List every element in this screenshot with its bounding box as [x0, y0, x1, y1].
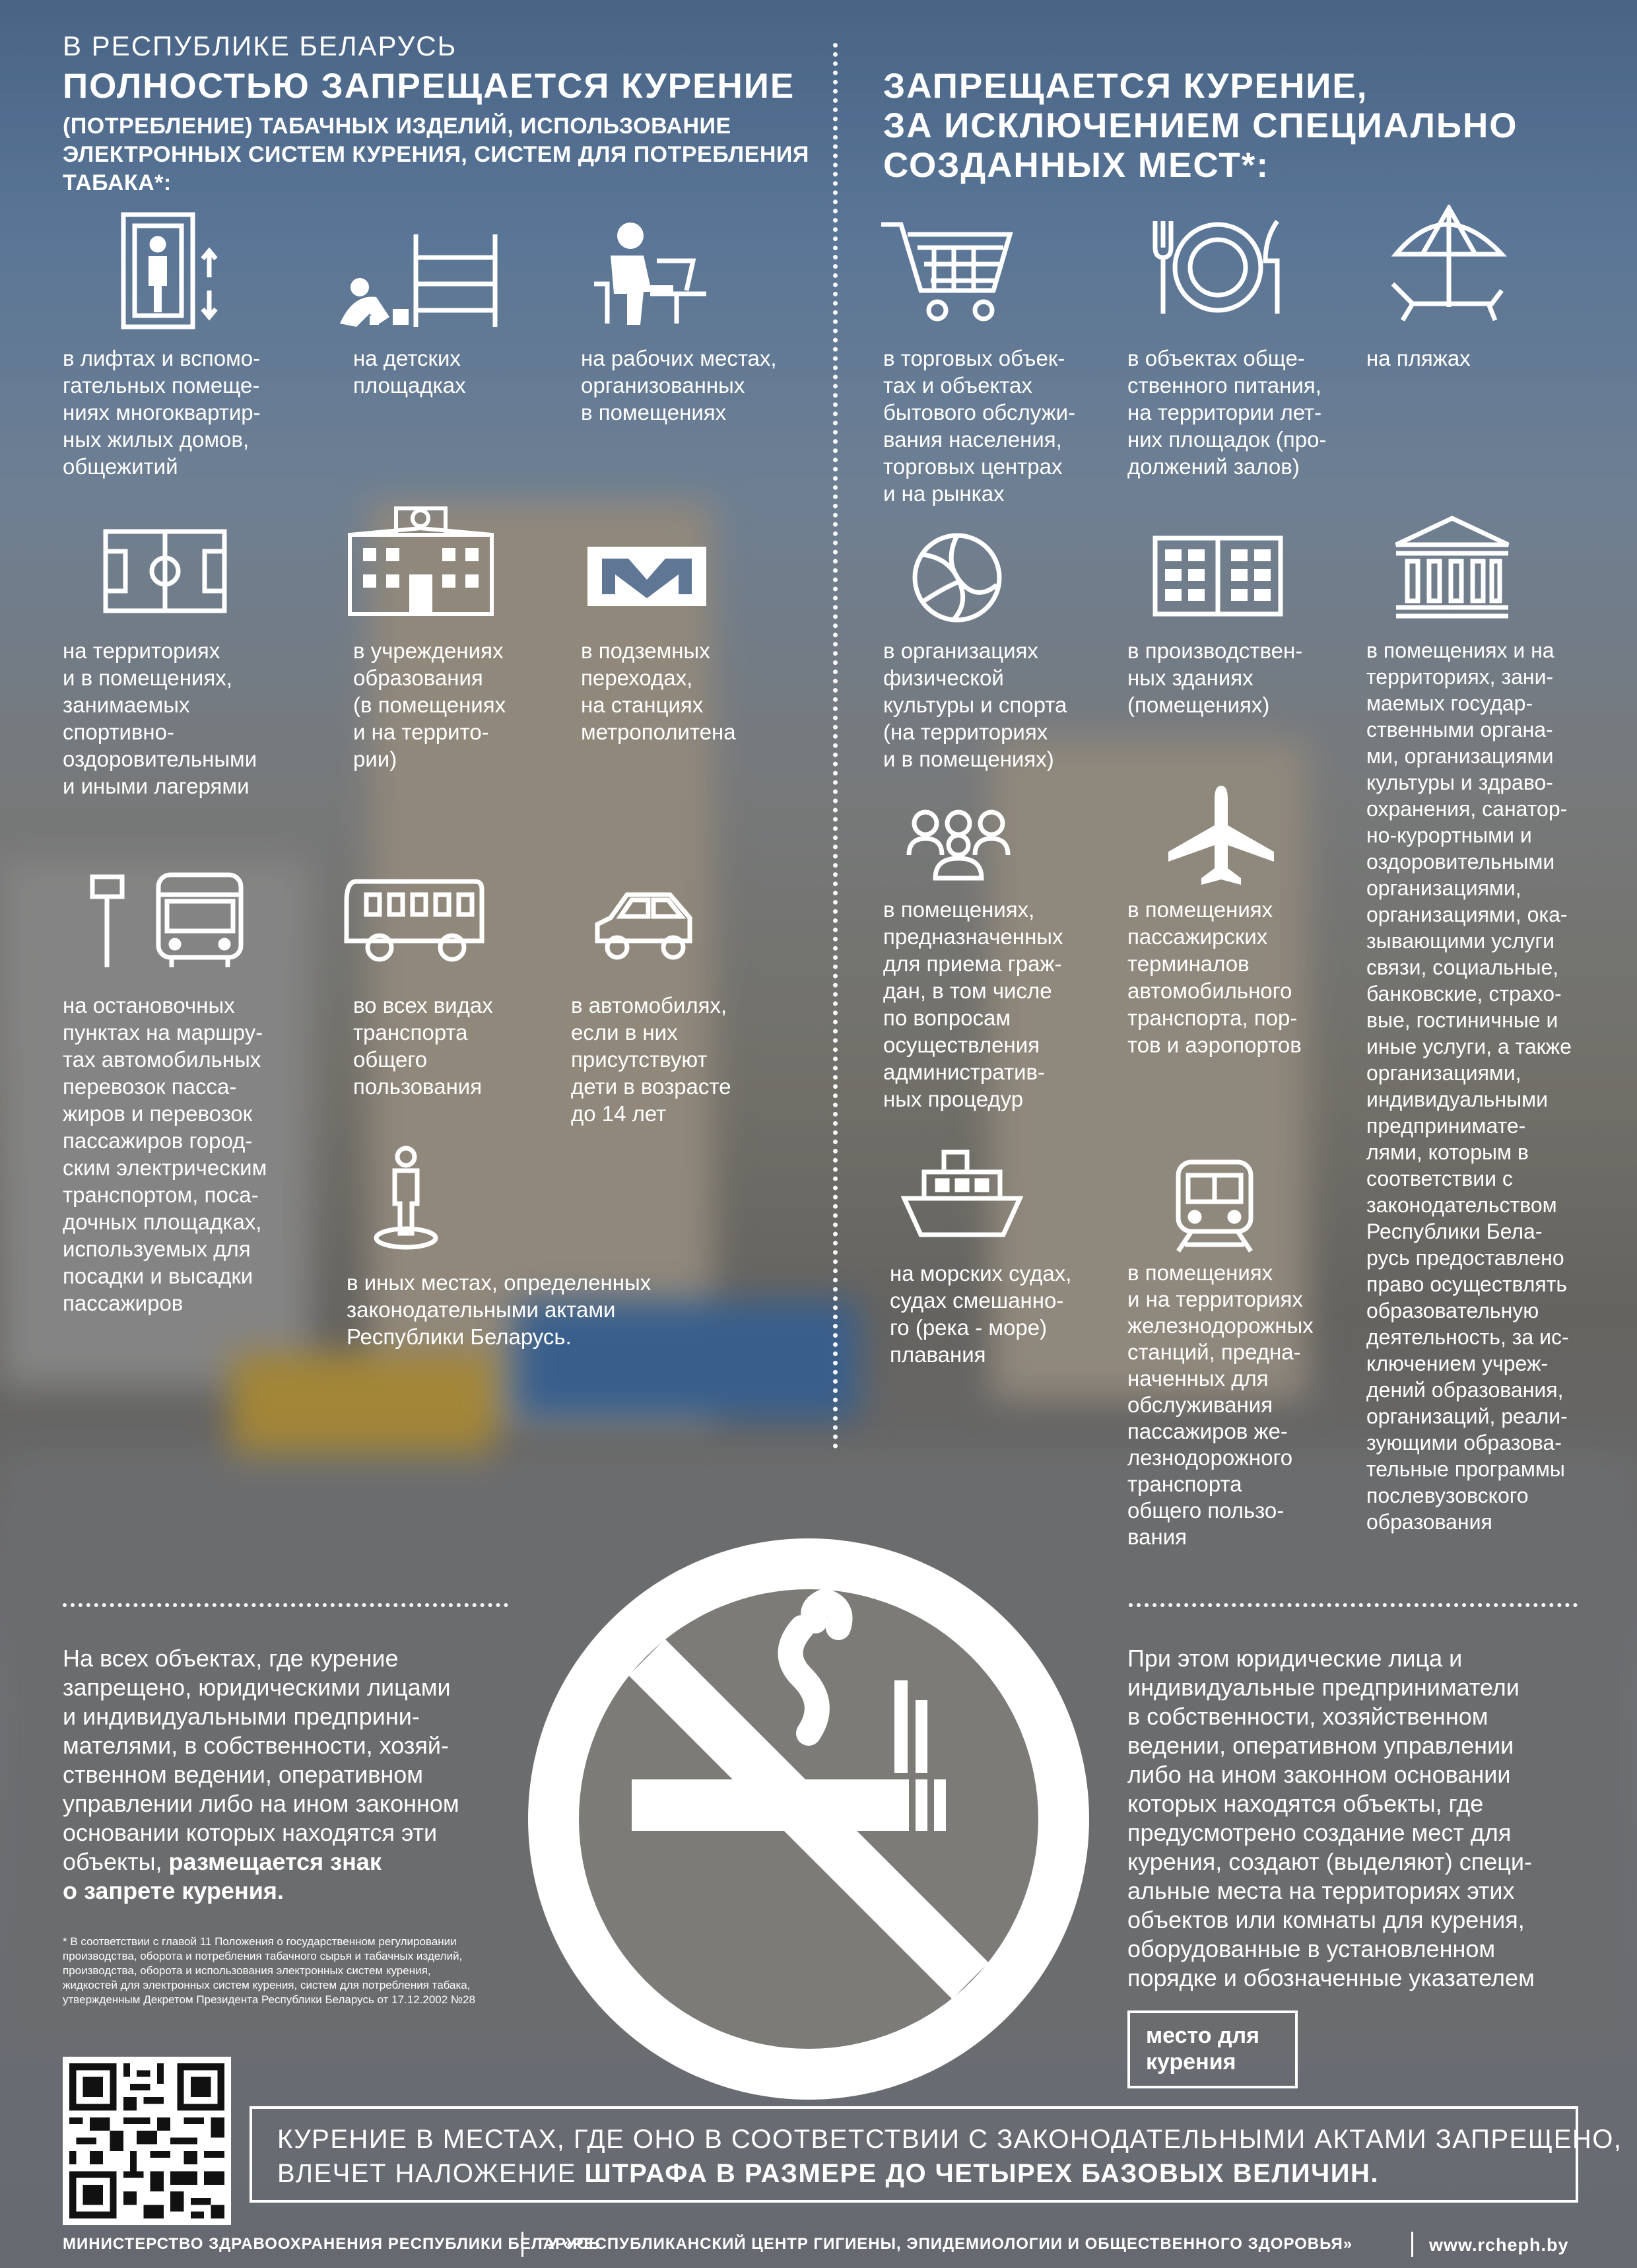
caption-line: на детских — [353, 346, 461, 370]
caption-line: станций, предна- — [1127, 1340, 1301, 1364]
caption-line: в торговых объек- — [883, 346, 1065, 370]
caption-line: зывающими услуги — [1366, 929, 1554, 953]
caption-transport — [353, 992, 493, 1100]
caption-line: пассажиров же- — [1127, 1419, 1288, 1443]
caption-line: метрополитена — [581, 720, 736, 744]
caption-line: оздоровительными — [63, 747, 257, 771]
caption-camps — [63, 637, 257, 800]
footnote-line: производства, оборота и использования электронных систем курения, — [63, 1964, 431, 1977]
caption-line: культуры и спорта — [883, 693, 1067, 717]
caption-line: ским электрическим — [63, 1155, 267, 1180]
caption-line: территориях, зани- — [1366, 665, 1554, 689]
caption-line: пассажирских — [1127, 924, 1268, 949]
caption-line: ных зданиях — [1127, 666, 1253, 690]
caption-line: транспорта — [1127, 1472, 1242, 1496]
bus-stop-icon — [89, 872, 248, 971]
right-header-line2: ЗА ИСКЛЮЧЕНИЕМ СПЕЦИАЛЬНО — [883, 106, 1518, 145]
caption-government — [1366, 637, 1572, 1535]
caption-line: наченных для — [1127, 1366, 1269, 1391]
caption-line: в автомобилях, — [571, 993, 727, 1017]
caption-line: и в помещениях) — [883, 747, 1054, 771]
caption-line: законодательством — [1366, 1193, 1557, 1217]
caption-line: транспорта — [353, 1020, 468, 1045]
caption-line: ных жилых домов, — [63, 427, 250, 452]
note-line: ственном ведении, оперативном — [63, 1761, 424, 1788]
sign-line: место для — [1146, 2023, 1259, 2048]
caption-line: присутствуют — [571, 1047, 708, 1072]
caption-line: в объектах обще- — [1127, 346, 1305, 370]
caption-line: вые, гостиничные и — [1366, 1008, 1558, 1032]
left-dotted-divider — [63, 1603, 508, 1607]
caption-line: оздоровительными — [1366, 850, 1555, 874]
note-line: При этом юридические лица и — [1127, 1645, 1463, 1672]
right-header-line1: ЗАПРЕЩАЕТСЯ КУРЕНИЕ, — [883, 67, 1368, 106]
caption-line: зующими образова- — [1366, 1431, 1562, 1455]
caption-line: должений залов) — [1127, 454, 1300, 479]
caption-line: и иными лагерями — [63, 774, 250, 798]
caption-line: (в помещениях — [353, 693, 506, 717]
caption-other — [347, 1269, 651, 1350]
caption-line: если в них — [571, 1020, 678, 1045]
note-line: объектов или комнаты для курения, — [1127, 1906, 1525, 1933]
sports-field-icon — [102, 528, 228, 614]
office-worker-icon — [591, 221, 706, 327]
caption-line: русь предоставлено — [1366, 1246, 1564, 1270]
caption-line: ственными органа- — [1366, 718, 1553, 741]
caption-line: рии) — [353, 747, 397, 771]
caption-sport — [883, 637, 1067, 773]
caption-line: площадках — [353, 373, 466, 397]
caption-stops — [63, 992, 267, 1317]
caption-line: на станциях — [581, 693, 704, 717]
caption-line: железнодорожных — [1127, 1313, 1314, 1338]
caption-line: образования — [353, 666, 483, 690]
caption-elevators — [63, 345, 261, 480]
footnote — [63, 1935, 475, 2007]
caption-line: в иных местах, определенных — [347, 1270, 651, 1295]
caption-line: на территориях — [63, 638, 220, 663]
sign-line: курения — [1146, 2049, 1236, 2075]
caption-trade — [883, 345, 1075, 507]
caption-line: связи, социальные, — [1366, 955, 1559, 979]
caption-line: административ- — [883, 1060, 1046, 1084]
caption-line: тах автомобильных — [63, 1047, 261, 1072]
caption-line: образования — [1366, 1510, 1492, 1534]
caption-line: маемых государ- — [1366, 691, 1533, 715]
note-line: управлении либо на ином законном — [63, 1790, 459, 1817]
caption-line: иные услуги, а также — [1366, 1035, 1572, 1058]
caption-line: на территории лет- — [1127, 400, 1322, 425]
note-line: либо на ином законном основании — [1127, 1761, 1511, 1788]
caption-line: гательных помеще- — [63, 373, 260, 397]
caption-line: и в помещениях, — [63, 666, 232, 690]
caption-line: ми, организациями — [1366, 744, 1554, 768]
center-label: ГУ «РЕСПУБЛИКАНСКИЙ ЦЕНТР ГИГИЕНЫ, ЭПИДЕМИОЛОГИИ И ОБЩЕСТВЕННОГО ЗДОРОВЬЯ» — [538, 2235, 1353, 2253]
right-dotted-divider — [1129, 1603, 1578, 1607]
bottom-separator — [521, 2232, 523, 2257]
note-line: оборудованные в установленном — [1127, 1935, 1496, 1962]
right-header-line3: СОЗДАННЫХ МЕСТ*: — [883, 146, 1270, 185]
bus-icon — [343, 875, 485, 967]
caption-railway — [1127, 1260, 1314, 1550]
plate-cutlery-icon — [1149, 218, 1290, 317]
person-standing-icon — [370, 1146, 442, 1251]
caption-line: дети в возрасте — [571, 1074, 731, 1099]
caption-line: и на территориях — [1127, 1287, 1303, 1311]
caption-line: обслуживания — [1127, 1392, 1273, 1417]
smoking-place-sign — [1127, 2010, 1298, 2088]
note-line — [63, 1847, 459, 1876]
caption-line: в помещениях — [581, 400, 727, 425]
note-line: На всех объектах, где курение — [63, 1645, 399, 1672]
caption-line: право осуществлять — [1366, 1272, 1568, 1296]
caption-line: занимаемых — [63, 693, 190, 717]
caption-line: бытового обслужи- — [883, 400, 1076, 425]
caption-workplaces — [581, 345, 777, 426]
caption-line: переходах, — [581, 666, 693, 690]
caption-line: пользования — [353, 1074, 483, 1099]
beach-umbrella-icon — [1389, 205, 1508, 324]
bottom-separator — [1411, 2232, 1413, 2257]
caption-line: спортивно- — [63, 720, 174, 744]
caption-line: организациями, ока- — [1366, 903, 1568, 926]
banner-bold-text: ШТРАФА В РАЗМЕРЕ ДО ЧЕТЫРЕХ БАЗОВЫХ ВЕЛИЧИН. — [584, 2159, 1380, 2188]
airplane-icon — [1168, 786, 1274, 885]
caption-line: дений образования, — [1366, 1378, 1564, 1402]
caption-line: го (река - море) — [890, 1315, 1048, 1340]
government-building-icon — [1393, 515, 1512, 621]
elevator-icon — [120, 211, 232, 330]
caption-line: физической — [883, 666, 1004, 690]
left-header-line1: В РЕСПУБЛИКЕ БЕЛАРУСЬ — [63, 30, 457, 61]
note-line: запрещено, юридическими лицами — [63, 1674, 451, 1701]
caption-line: дан, в том числе — [883, 979, 1052, 1003]
caption-airports — [1127, 896, 1302, 1058]
ball-icon — [911, 532, 1003, 624]
caption-line: общего пользо- — [1127, 1498, 1285, 1523]
caption-line: образовательную — [1366, 1299, 1539, 1323]
caption-line: ниях многоквартир- — [63, 400, 261, 425]
caption-catering — [1127, 345, 1326, 480]
caption-line: по вопросам — [883, 1006, 1011, 1030]
note-line: мателями, в собственности, хозяй- — [63, 1732, 449, 1759]
footnote-line: жидкостей для электронных систем курения, систем для потребления табака, — [63, 1979, 471, 1991]
caption-line: в помещениях — [1127, 1260, 1273, 1285]
caption-line: организациями, — [1366, 876, 1521, 900]
caption-line: в учреждениях — [353, 638, 504, 663]
banner-line1: КУРЕНИЕ В МЕСТАХ, ГДЕ ОНО В СООТВЕТСТВИИ С ЗАКОНОДАТЕЛЬНЫМИ АКТАМИ ЗАПРЕЩЕНО, — [277, 2125, 1622, 2154]
ship-icon — [901, 1149, 1023, 1241]
left-header-title: ПОЛНОСТЬЮ ЗАПРЕЩАЕТСЯ КУРЕНИЕ — [63, 67, 795, 106]
caption-line: предназначенных — [883, 924, 1063, 949]
caption-playgrounds — [353, 345, 466, 399]
caption-line: организаций, реали- — [1366, 1404, 1568, 1428]
footnote-line: * В соответствии с главой 11 Положения о государственном регулировании — [63, 1935, 457, 1948]
caption-line: в помещениях, — [883, 897, 1035, 922]
caption-line: общежитий — [63, 454, 178, 479]
caption-line: тов и аэропортов — [1127, 1033, 1302, 1057]
metro-logo-icon — [587, 547, 706, 606]
caption-ships — [890, 1260, 1071, 1368]
caption-education — [353, 637, 506, 773]
footnote-line: производства, оборота и потребления табачного сырья и табачных изделий, — [63, 1950, 463, 1962]
vertical-divider — [833, 43, 838, 1449]
caption-line: на остановочных — [63, 993, 235, 1017]
caption-line: организациями, — [1366, 1061, 1521, 1085]
note-line: в собственности, хозяйственном — [1127, 1703, 1488, 1730]
caption-line: на морских судах, — [890, 1261, 1072, 1286]
caption-line: плавания — [890, 1342, 986, 1367]
caption-line: организованных — [581, 373, 745, 397]
caption-line: во всех видах — [353, 993, 493, 1017]
caption-line: них площадок (про- — [1127, 427, 1327, 452]
caption-beaches — [1366, 345, 1471, 372]
fine-banner — [250, 2106, 1622, 2203]
caption-line: посадки и высадки — [63, 1264, 253, 1288]
left-header-line5: ТАБАКА*: — [63, 170, 172, 195]
note-line: курения, создают (выделяют) специ- — [1127, 1848, 1532, 1875]
caption-line: Республики Беларусь. — [347, 1324, 572, 1349]
caption-line: для приема граж- — [883, 951, 1062, 976]
caption-line: пунктах на маршру- — [63, 1020, 263, 1045]
caption-line: пассажиров — [63, 1291, 184, 1315]
caption-line: культуры и здраво- — [1366, 771, 1553, 794]
caption-line: в подземных — [581, 638, 710, 663]
note-line: которых находятся объекты, где — [1127, 1790, 1484, 1817]
caption-line: вания — [1127, 1525, 1187, 1549]
caption-metro — [581, 637, 736, 745]
caption-line: тельные программы — [1366, 1457, 1565, 1481]
car-icon — [591, 888, 700, 967]
note-line — [63, 1876, 459, 1906]
caption-line: судах смешанно- — [890, 1288, 1064, 1313]
note-line: основании которых находятся эти — [63, 1819, 438, 1846]
note-line: индивидуальные предприниматели — [1127, 1674, 1520, 1701]
note-bold-text: размещается знак — [168, 1848, 382, 1875]
caption-line: до 14 лет — [571, 1101, 667, 1126]
note-line: ведении, оперативном управлении — [1127, 1732, 1514, 1759]
people-group-icon — [906, 809, 1011, 881]
caption-line: предпринимате- — [1366, 1114, 1526, 1138]
no-smoking-icon — [525, 1535, 1092, 2103]
caption-line: в производствен- — [1127, 638, 1303, 663]
left-note — [63, 1644, 459, 1906]
shopping-cart-icon — [878, 218, 1017, 324]
caption-line: и на террито- — [353, 720, 489, 744]
caption-line: лями, которым в — [1366, 1140, 1529, 1164]
note-bold-text: о запрете курения. — [63, 1877, 284, 1904]
note-text: объекты, — [63, 1848, 169, 1875]
train-icon — [1172, 1159, 1257, 1254]
caption-line: пассажиров город- — [63, 1128, 253, 1153]
caption-line: ственного питания, — [1127, 373, 1321, 397]
caption-industrial — [1127, 637, 1302, 718]
caption-line: ных процедур — [883, 1087, 1024, 1111]
left-header-line3: (ПОТРЕБЛЕНИЕ) ТАБАЧНЫХ ИЗДЕЛИЙ, ИСПОЛЬЗОВАНИЕ — [63, 114, 731, 139]
caption-line: дочных площадках, — [63, 1210, 262, 1234]
footnote-line: утвержденным Декретом Президента Республики Беларусь от 17.12.2002 №28 — [63, 1993, 476, 2006]
school-building-icon — [347, 495, 495, 617]
caption-line: Республики Бела- — [1366, 1220, 1543, 1243]
banner-text: ВЛЕЧЕТ НАЛОЖЕНИЕ — [277, 2159, 585, 2188]
caption-line: лезнодорожного — [1127, 1445, 1293, 1470]
caption-line: (на территориях — [883, 720, 1048, 744]
ministry-label: МИНИСТЕРСТВО ЗДРАВООХРАНЕНИЯ РЕСПУБЛИКИ БЕЛАРУСЬ — [63, 2235, 601, 2253]
note-line: порядке и обозначенные указателем — [1127, 1964, 1535, 1991]
caption-line: жиров и перевозок — [63, 1101, 253, 1126]
caption-line: на пляжах — [1366, 346, 1471, 370]
note-line: альные места на территориях этих — [1127, 1877, 1515, 1904]
caption-line: вания населения, — [883, 427, 1062, 452]
caption-line: законодательными актами — [347, 1297, 616, 1322]
caption-line: автомобильного — [1127, 979, 1292, 1003]
caption-line: послевузовского — [1366, 1484, 1529, 1507]
caption-line: но-курортными и — [1366, 823, 1532, 847]
note-line: предусмотрено создание мест для — [1127, 1819, 1512, 1846]
caption-line: и на рынках — [883, 481, 1005, 506]
right-note — [1127, 1644, 1535, 1993]
caption-line: терминалов — [1127, 951, 1250, 976]
caption-line: транспортом, поса- — [63, 1183, 259, 1207]
website-link[interactable]: www.rcheph.by — [1429, 2235, 1569, 2255]
note-line: и индивидуальными предприни- — [63, 1703, 420, 1730]
banner-line2 — [277, 2156, 1622, 2191]
caption-line: в помещениях — [1127, 897, 1273, 922]
caption-line: перевозок пасса- — [63, 1074, 237, 1099]
caption-line: торговых центрах — [883, 454, 1063, 479]
left-header-line4: ЭЛЕКТРОННЫХ СИСТЕМ КУРЕНИЯ, СИСТЕМ ДЛЯ ПОТРЕБЛЕНИЯ — [63, 142, 809, 167]
factory-windows-icon — [1152, 535, 1284, 617]
caption-line: осуществления — [883, 1033, 1040, 1057]
caption-cars — [571, 992, 731, 1127]
caption-line: ключением учреж- — [1366, 1352, 1548, 1375]
caption-line: в лифтах и вспомо- — [63, 346, 261, 370]
caption-line: на рабочих местах, — [581, 346, 777, 370]
caption-line: тах и объектах — [883, 373, 1032, 397]
caption-line: (помещениях) — [1127, 693, 1270, 717]
caption-line: охранения, санатор- — [1366, 797, 1568, 821]
caption-line: в организациях — [883, 638, 1038, 663]
caption-line: банковские, страхо- — [1366, 982, 1562, 1006]
caption-reception — [883, 896, 1063, 1113]
caption-line: используемых для — [63, 1237, 251, 1261]
qr-code-icon — [63, 2057, 231, 2225]
playground-icon — [330, 231, 502, 330]
caption-line: в помещениях и на — [1366, 638, 1554, 662]
caption-line: транспорта, пор- — [1127, 1006, 1298, 1030]
caption-line: соответствии с — [1366, 1167, 1513, 1190]
caption-line: деятельность, за ис- — [1366, 1325, 1569, 1349]
caption-line: индивидуальными — [1366, 1087, 1548, 1111]
caption-line: общего — [353, 1047, 428, 1072]
